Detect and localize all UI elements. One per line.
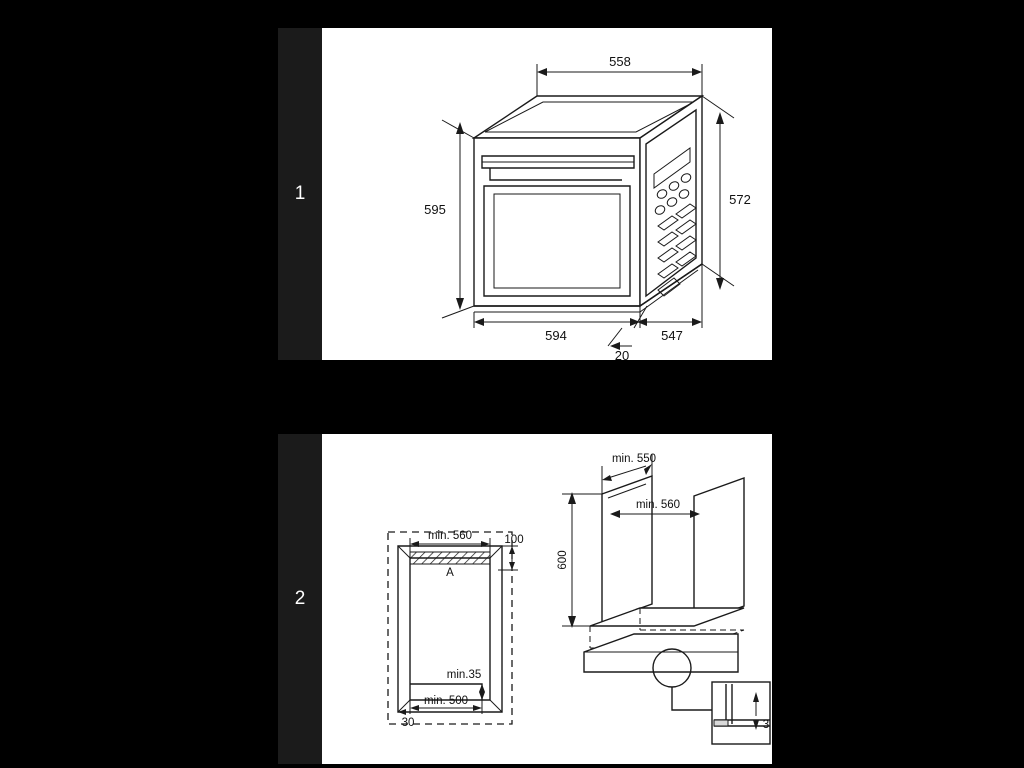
oven-dimensions-svg (322, 28, 772, 360)
dim-min-560-top-group (410, 530, 490, 552)
panel-1-body (322, 28, 772, 360)
arrow-500-left (410, 705, 419, 711)
panel-2 (278, 434, 772, 764)
label-a: A (446, 567, 454, 579)
dim-right-height-572: 572 (729, 192, 751, 207)
arrow-100-bottom (509, 562, 515, 570)
dim-bottom-width-594-group (474, 312, 640, 343)
dim-top-width-558-group (537, 54, 702, 96)
ext-595-bottom (442, 306, 474, 318)
arrow-595-bottom (456, 298, 464, 310)
dim-depth-20: 20 (614, 348, 630, 360)
dim-left-height-595-group (424, 120, 474, 318)
panel-2-number (278, 434, 322, 764)
arrow-550-left (602, 475, 612, 481)
arrow-35-down (479, 692, 485, 700)
detail-callout (712, 682, 770, 744)
persp-br (490, 700, 502, 712)
dim-min-550: min. 550 (611, 453, 657, 465)
vent-hatch-area (410, 552, 490, 564)
arrow-500-right (473, 705, 482, 711)
arrow-558-right (692, 68, 702, 76)
panel-1-number-label: 1 (294, 183, 306, 204)
dim-left-height-595: 595 (424, 202, 446, 217)
dim-right-height-572-group (702, 96, 751, 290)
ext-572-top (702, 96, 734, 118)
dim-min-560-top: min. 560 (427, 530, 473, 542)
arrow-572-top (716, 112, 724, 124)
persp-tr (490, 546, 502, 558)
arrow-30 (398, 709, 406, 715)
dim-100: 100 (504, 534, 524, 546)
dim-depth-547: 547 (661, 328, 683, 343)
dim-min-35: min.35 (446, 669, 482, 681)
cabinet-right-panel (694, 478, 744, 624)
arrow-558-left (537, 68, 547, 76)
arrow-547-left (637, 318, 647, 326)
arrow-35-up (479, 684, 485, 692)
dim-bottom-width-594: 594 (545, 328, 567, 343)
panel-1 (278, 28, 772, 360)
arrow-547-right (692, 318, 702, 326)
cabinet-cutout-svg (322, 434, 772, 764)
detail-leader (672, 687, 712, 710)
panel-2-body (322, 434, 772, 764)
panel-1-number (278, 28, 322, 360)
dim-30: 30 (401, 717, 415, 729)
dim-min-560-depth: min. 560 (635, 499, 681, 511)
arrow-100-top (509, 546, 515, 554)
arrow-572-bottom (716, 278, 724, 290)
arrow-550-right (644, 464, 652, 475)
detail-gap-fill (714, 720, 728, 726)
cutout-perspective-view (557, 453, 744, 710)
dim-600-group (557, 492, 602, 628)
panel-2-number-label: 2 (294, 588, 306, 609)
dim-600: 600 (557, 550, 569, 570)
dimline-550 (608, 466, 646, 478)
dim-3: 3 (762, 719, 770, 731)
oven-bottom-lip (474, 306, 640, 312)
dim-min-500-group (410, 695, 482, 714)
dim-depth-20-group (608, 328, 632, 360)
detail-box (712, 682, 770, 744)
cutout-front-view (388, 530, 524, 729)
persp-tl (398, 546, 410, 558)
arrow-594-left (474, 318, 484, 326)
dim-min-500: min. 500 (423, 695, 469, 707)
dim-top-width-558: 558 (609, 54, 631, 69)
